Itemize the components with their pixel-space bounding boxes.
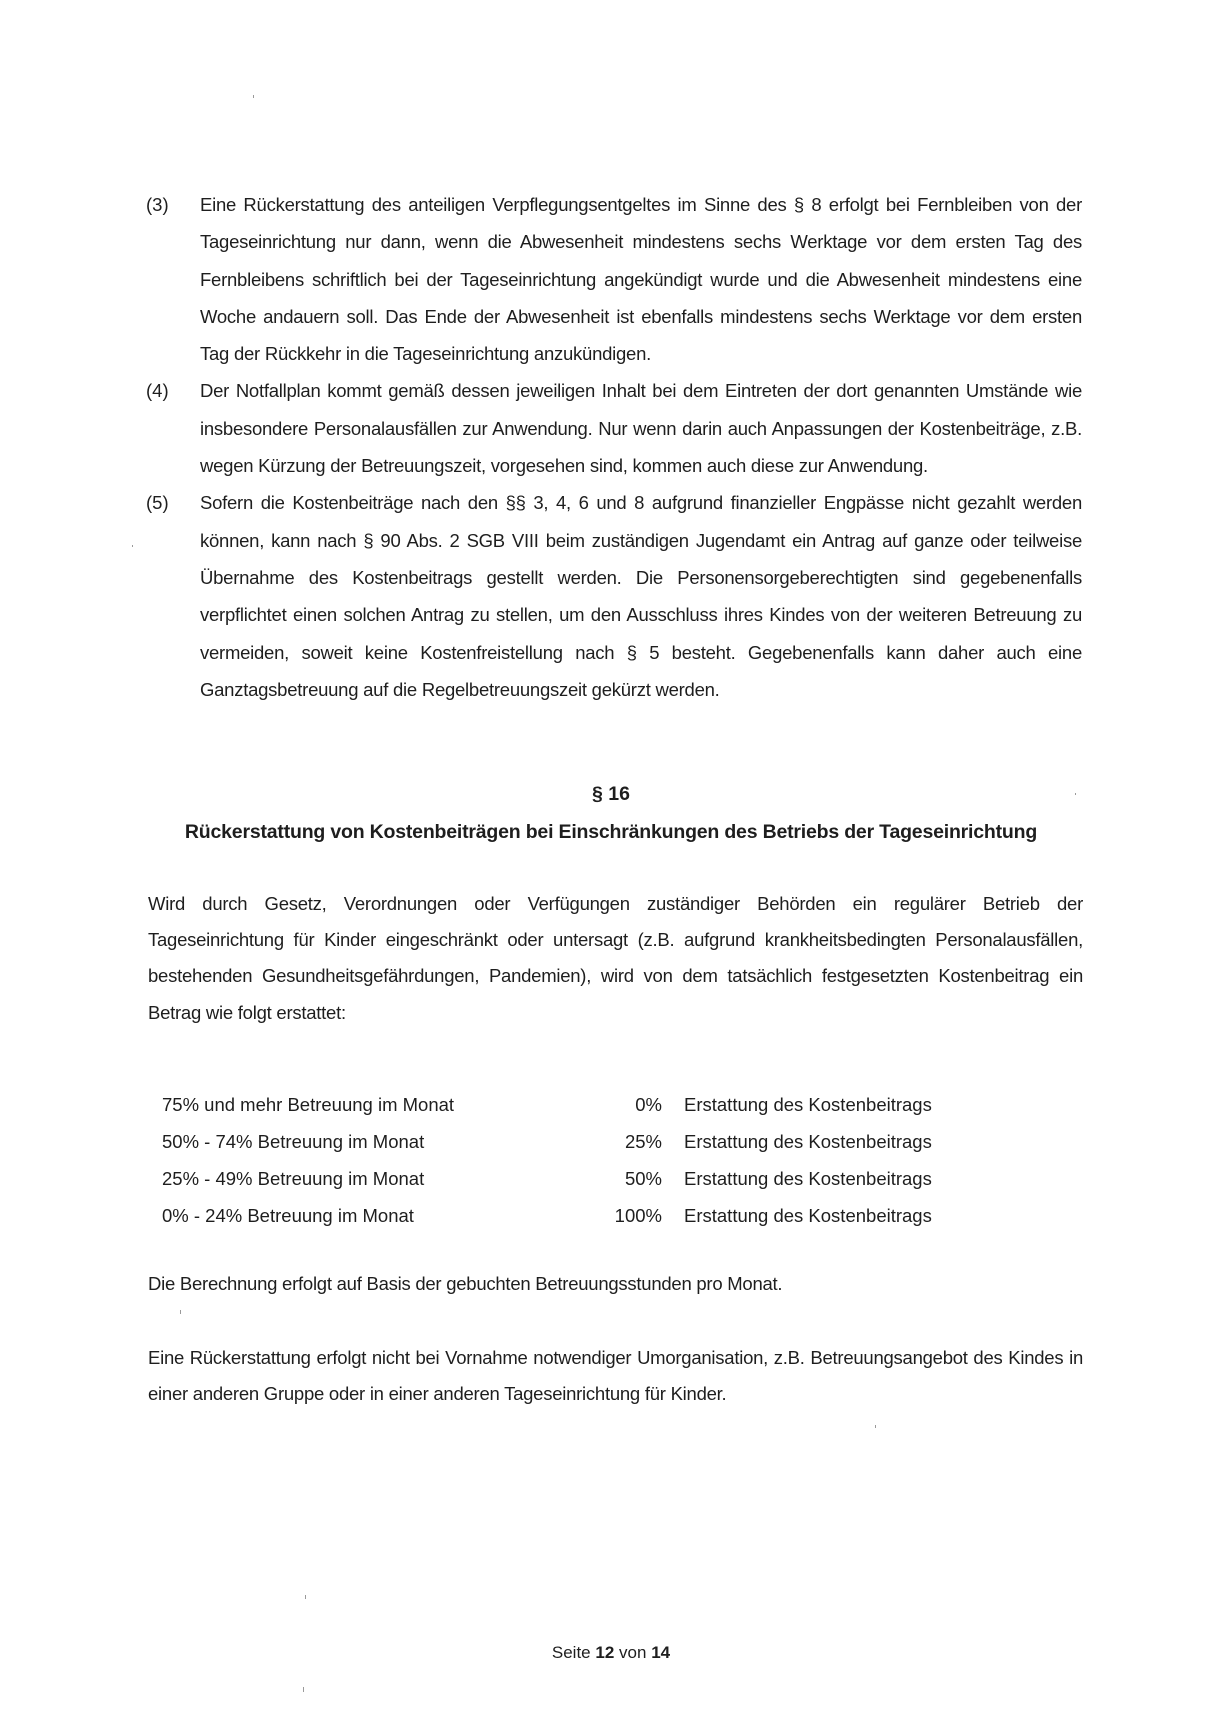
table-row	[162, 1123, 982, 1160]
refund-table	[162, 1086, 982, 1234]
care-range-cell: 50% - 74% Betreuung im Monat	[162, 1130, 425, 1152]
scan-speck	[305, 1595, 306, 1599]
section-intro-paragraph: Wird durch Gesetz, Verordnungen oder Verfügungen zuständiger Behörden ein regulärer Betrieb der Tageseinrichtung für Kinder eingeschränkt oder untersagt (z.B. aufgrund krankheitsbedingten Personalausfällen, bestehenden Gesundheitsgefährdungen, Pandemien), wird von dem tatsächlich festgesetzten Kostenbeitrag ein Betrag wie folgt erstattet:	[148, 893, 1083, 1023]
refund-label-cell: Erstattung des Kostenbeitrags	[684, 1167, 932, 1189]
scan-speck	[253, 95, 254, 98]
refund-percent-cell: 100%	[614, 1204, 662, 1226]
section-number: § 16	[592, 783, 630, 805]
scan-speck	[303, 1687, 304, 1692]
section-title: Rückerstattung von Kostenbeiträgen bei Einschränkungen des Betriebs der Tageseinrichtung	[184, 821, 1038, 843]
care-range-cell: 75% und mehr Betreuung im Monat	[162, 1093, 455, 1115]
refund-percent-cell: 0%	[635, 1093, 662, 1115]
paragraph-text: Sofern die Kostenbeiträge nach den §§ 3, 4, 6 und 8 aufgrund finanzieller Engpässe nicht gezahlt werden können, kann nach § 90 Abs. 2 SGB VIII beim zuständigen Jugendamt ein Antrag auf ganze oder teilweise Übernahme des Kostenbeitrags gestellt werden. Die Personensorgeberechtigten sind gegebenenfalls verpflichtet einen solchen Antrag zu stellen, um den Ausschluss ihres Kindes von der weiteren Betreuung zu vermeiden, soweit keine Kostenfreistellung nach § 5 besteht. Gegebenenfalls kann daher auch eine Ganztagsbetreuung auf die Regelbetreuungszeit gekürzt werden.	[200, 492, 1082, 700]
scan-speck	[132, 545, 133, 547]
paragraph-number: (4)	[146, 380, 169, 402]
footer-page-total: 14	[651, 1643, 671, 1662]
refund-label-cell: Erstattung des Kostenbeitrags	[684, 1130, 932, 1152]
paragraph-number: (3)	[146, 194, 169, 215]
scan-speck	[180, 1310, 181, 1314]
refund-label-cell: Erstattung des Kostenbeitrags	[684, 1093, 932, 1115]
paragraph-item	[146, 484, 1082, 708]
footer-page-number: 12	[595, 1643, 615, 1662]
paragraph-text: Eine Rückerstattung des anteiligen Verpflegungsentgeltes im Sinne des § 8 erfolgt bei Fernbleiben von der Tageseinrichtung nur dann, wenn die Abwesenheit mindestens sechs Werktage vor dem ersten Tag des Fernbleibens schriftlich bei der Tageseinrichtung angekündigt wurde und die Abwesenheit mindestens eine Woche andauern soll. Das Ende der Abwesenheit ist ebenfalls mindestens sechs Werktage vor dem ersten Tag der Rückkehr in die Tageseinrichtung anzukündigen.	[200, 194, 1082, 365]
care-range-cell: 25% - 49% Betreuung im Monat	[162, 1167, 425, 1189]
calculation-paragraph: Die Berechnung erfolgt auf Basis der gebuchten Betreuungsstunden pro Monat.	[148, 1273, 783, 1294]
no-refund-paragraph: Eine Rückerstattung erfolgt nicht bei Vornahme notwendiger Umorganisation, z.B. Betreuungsangebot des Kindes in einer anderen Gruppe oder in einer anderen Tageseinrichtung für Kinder.	[148, 1347, 1083, 1405]
table-row	[162, 1197, 982, 1234]
numbered-paragraph-list	[146, 186, 1082, 708]
table-row	[162, 1160, 982, 1197]
paragraph-item	[146, 186, 1082, 372]
paragraph-item	[146, 372, 1082, 484]
page-footer	[0, 1641, 1222, 1665]
footer-prefix: Seite	[551, 1643, 591, 1662]
paragraph-number: (5)	[146, 492, 169, 514]
refund-label-cell: Erstattung des Kostenbeitrags	[684, 1204, 932, 1226]
care-range-cell: 0% - 24% Betreuung im Monat	[162, 1204, 414, 1226]
refund-percent-cell: 25%	[624, 1130, 662, 1152]
refund-percent-cell: 50%	[624, 1167, 662, 1189]
table-row	[162, 1086, 982, 1123]
scan-speck	[1075, 793, 1076, 795]
paragraph-text: Der Notfallplan kommt gemäß dessen jeweiligen Inhalt bei dem Eintreten der dort genannten Umstände wie insbesondere Personalausfällen zur Anwendung. Nur wenn darin auch Anpassungen der Kostenbeiträge, z.B. wegen Kürzung der Betreuungszeit, vorgesehen sind, kommen auch diese zur Anwendung.	[200, 380, 1082, 477]
scan-speck	[875, 1425, 876, 1428]
footer-separator: von	[619, 1643, 647, 1662]
